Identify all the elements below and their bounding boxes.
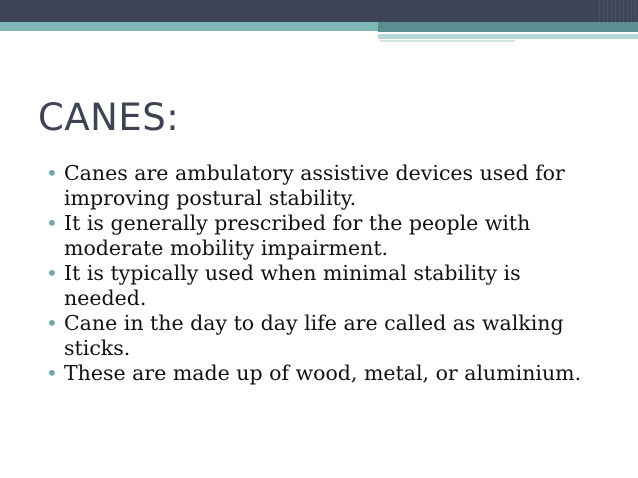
bullet-text: It is typically used when minimal stability is needed.	[64, 261, 521, 310]
bullet-item	[46, 161, 606, 211]
bullet-item	[46, 361, 606, 386]
bullet-list	[46, 161, 606, 386]
bullet-dot-icon: •	[46, 311, 58, 335]
top-teal-bar	[0, 22, 378, 31]
top-pinstripe-decoration	[596, 0, 638, 22]
bullet-dot-icon: •	[46, 261, 58, 285]
bullet-dot-icon: •	[46, 361, 58, 385]
slide-title: CANES:	[38, 96, 180, 139]
bullet-text: Cane in the day to day life are called as walking sticks.	[64, 311, 564, 360]
bullet-text: It is generally prescribed for the people with moderate mobility impairment.	[64, 211, 531, 260]
top-dark-bar	[0, 0, 638, 22]
bullet-text: These are made up of wood, metal, or aluminium.	[64, 361, 582, 385]
bullet-dot-icon: •	[46, 211, 58, 235]
bullet-item	[46, 311, 606, 361]
bullet-dot-icon: •	[46, 161, 58, 185]
bullet-item	[46, 211, 606, 261]
top-teal-bar-right	[378, 22, 638, 32]
bullet-text: Canes are ambulatory assistive devices used for improving postural stability.	[64, 161, 565, 210]
top-light-bar-right	[378, 34, 638, 39]
bullet-item	[46, 261, 606, 311]
top-thin-line-right	[380, 40, 515, 42]
